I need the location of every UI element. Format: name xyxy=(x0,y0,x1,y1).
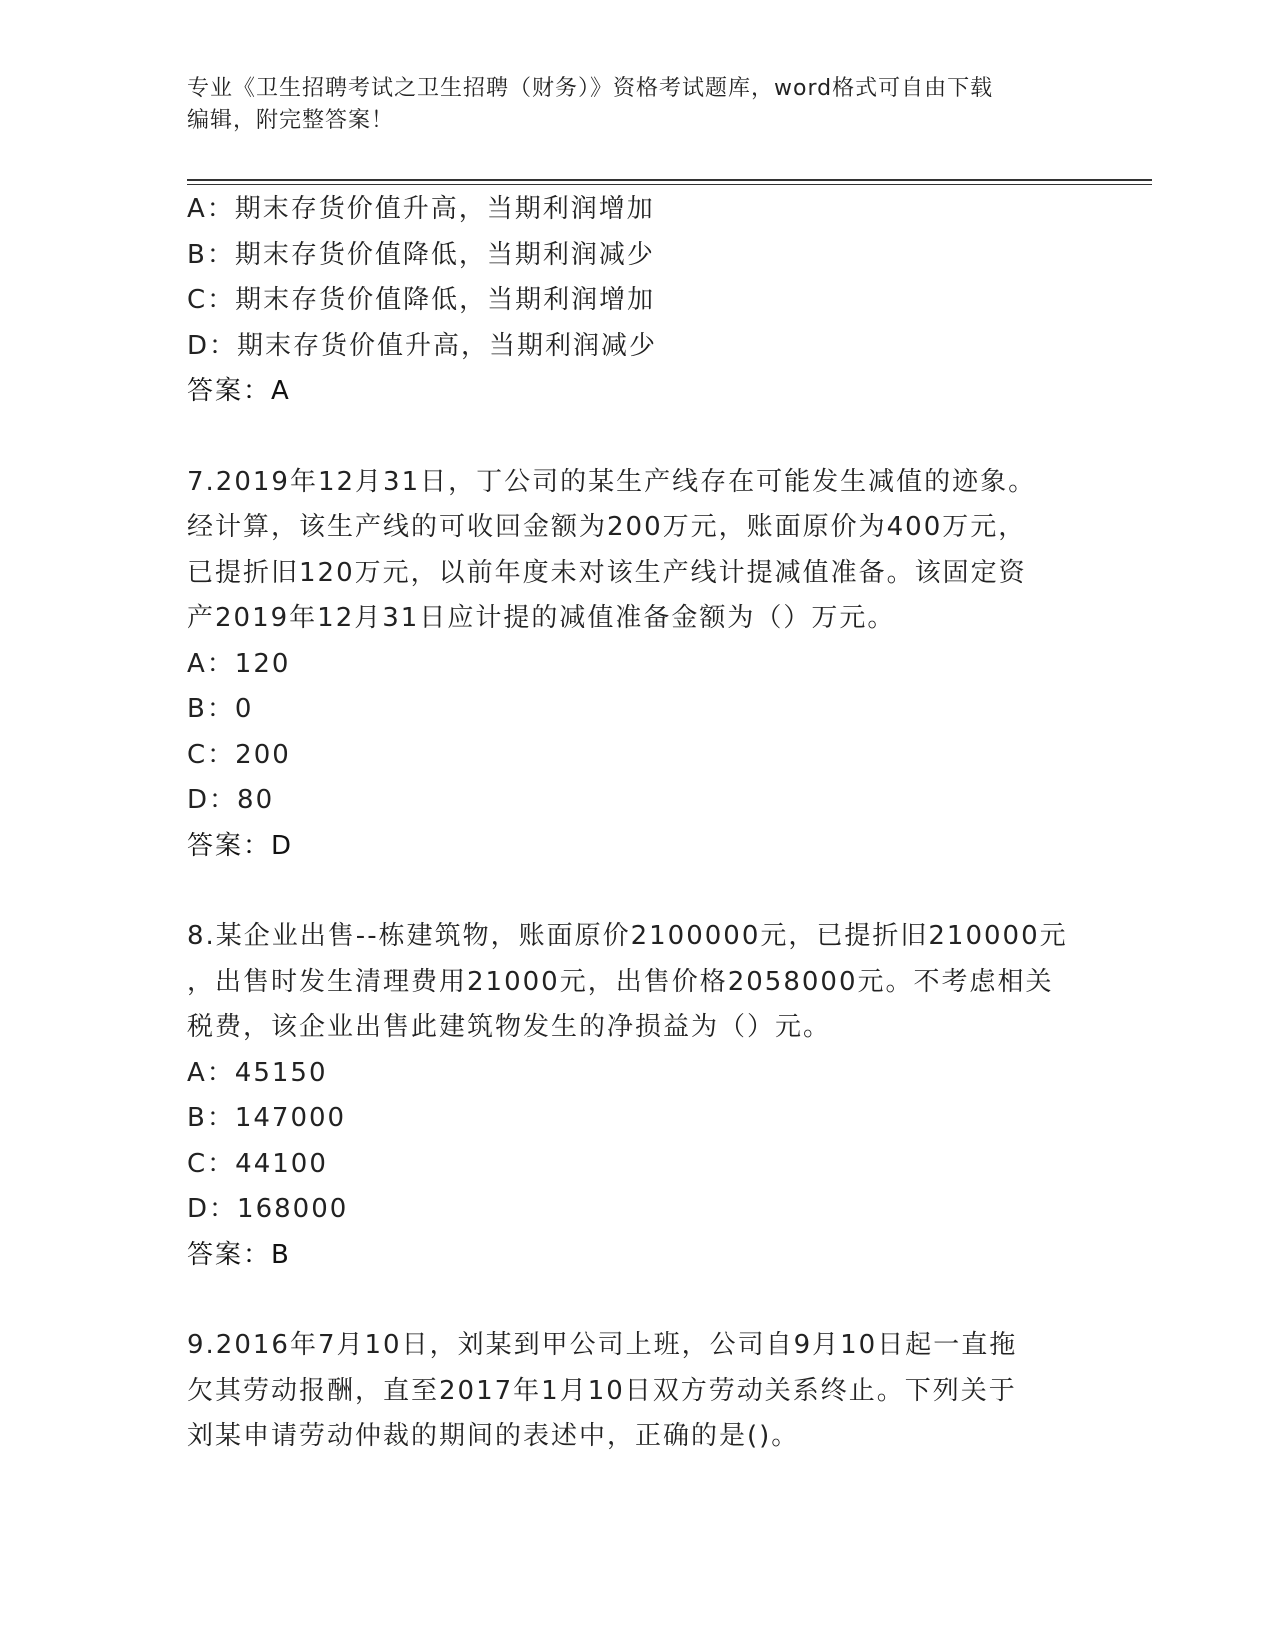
question-line: 税费，该企业出售此建筑物发生的净损益为（）元。 xyxy=(187,1012,832,1042)
spacer xyxy=(187,415,1087,460)
option-a: A：期末存货价值升高，当期利润增加 xyxy=(187,194,655,224)
question-block-7 xyxy=(187,460,1087,870)
header-divider-thin xyxy=(187,184,1152,185)
spacer xyxy=(187,1278,1087,1323)
question-line: ，出售时发生清理费用21000元，出售价格2058000元。不考虑相关 xyxy=(187,966,1054,997)
question-line: 欠其劳动报酬，直至2017年1月10日双方劳动关系终止。下列关于 xyxy=(187,1375,1017,1406)
question-block-9 xyxy=(187,1323,1087,1460)
option-d: D：168000 xyxy=(187,1194,349,1224)
question-block-6-options xyxy=(187,187,1087,415)
option-d: D：期末存货价值升高，当期利润减少 xyxy=(187,330,658,361)
spacer xyxy=(187,869,1087,914)
question-line: 刘某申请劳动仲裁的期间的表述中，正确的是()。 xyxy=(187,1421,800,1451)
question-line: 经计算，该生产线的可收回金额为200万元，账面原价为400万元， xyxy=(187,512,1027,542)
header-line-1: 专业《卫生招聘考试之卫生招聘（财务）》资格考试题库，word格式可自由下载 xyxy=(187,76,994,101)
question-block-8 xyxy=(187,914,1087,1278)
answer-text: 答案：D xyxy=(187,830,294,861)
header-line-2: 编辑，附完整答案！ xyxy=(187,108,395,133)
question-line: 9.2016年7月10日，刘某到甲公司上班，公司自9月10日起一直拖 xyxy=(187,1330,1018,1360)
option-d: D：80 xyxy=(187,785,275,815)
question-line: 产2019年12月31日应计提的减值准备金额为（）万元。 xyxy=(187,603,896,633)
question-line: 7.2019年12月31日，丁公司的某生产线存在可能发生减值的迹象。 xyxy=(187,466,1037,497)
answer-text: 答案：A xyxy=(187,376,291,406)
question-line: 8.某企业出售--栋建筑物，账面原价2100000元，已提折旧210000元 xyxy=(187,921,1068,951)
question-line: 已提折旧120万元，以前年度未对该生产线计提减值准备。该固定资 xyxy=(187,557,1027,588)
answer-text: 答案：B xyxy=(187,1239,291,1270)
question-content xyxy=(187,187,1087,1460)
header-divider-thick xyxy=(187,179,1152,181)
option-c: C：44100 xyxy=(187,1148,328,1179)
option-a: A：120 xyxy=(187,648,291,679)
option-b: B：期末存货价值降低，当期利润减少 xyxy=(187,239,655,270)
document-header xyxy=(187,73,1087,137)
option-c: C：200 xyxy=(187,739,291,770)
option-b: B：147000 xyxy=(187,1103,347,1133)
option-a: A：45150 xyxy=(187,1057,328,1088)
option-c: C：期末存货价值降低，当期利润增加 xyxy=(187,285,656,315)
option-b: B：0 xyxy=(187,694,254,724)
